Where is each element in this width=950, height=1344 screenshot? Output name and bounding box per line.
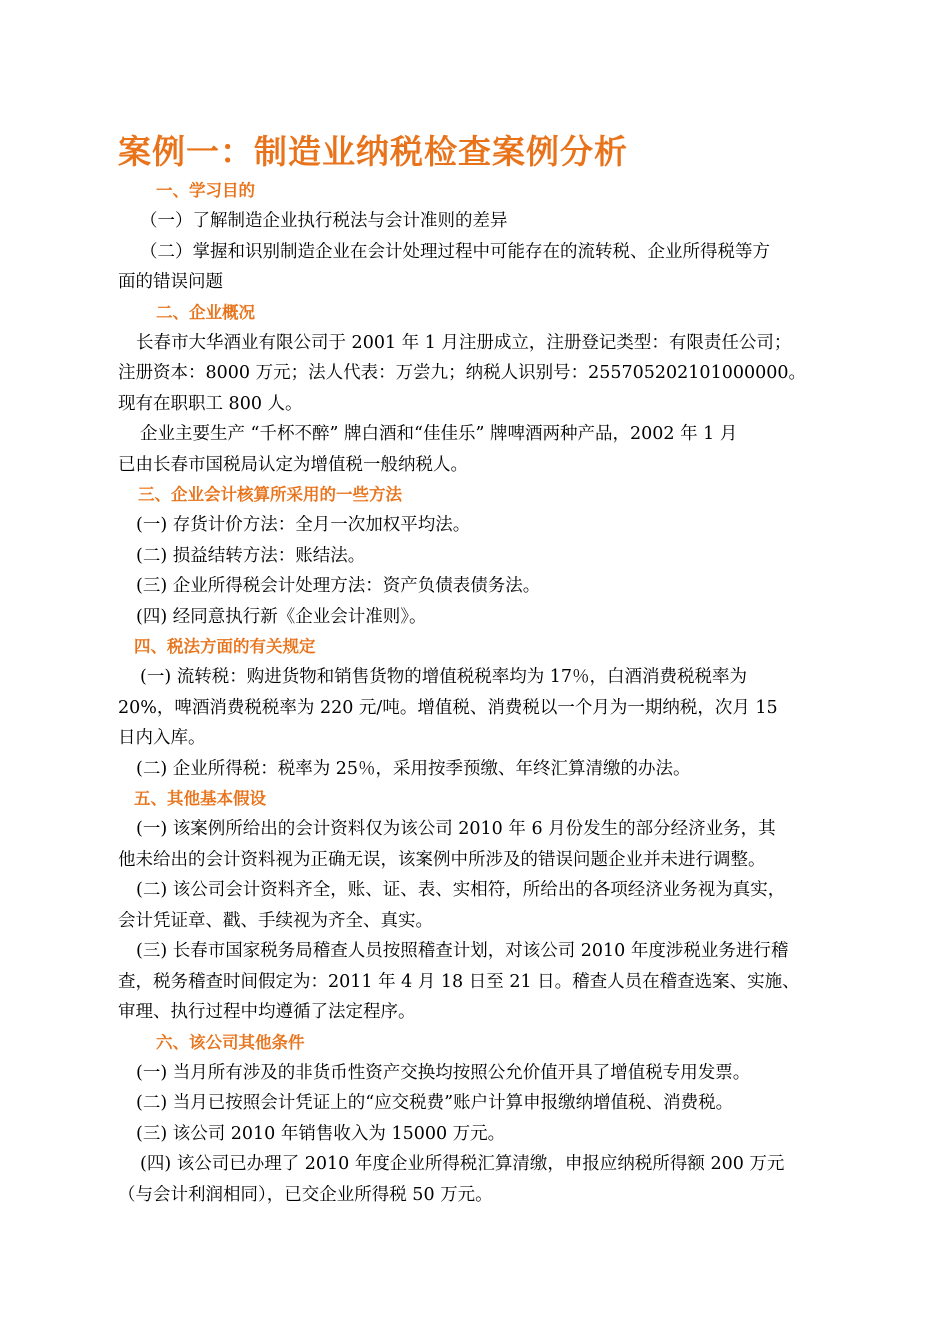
paragraph-line: 企业主要生产 “千杯不醉” 牌白酒和“佳佳乐” 牌啤酒两种产品，2002 年 1 月 bbox=[140, 424, 738, 444]
paragraph-line: 面的错误问题 bbox=[118, 272, 223, 292]
paragraph-line: (二) 企业所得税：税率为 25％，采用按季预缴、年终汇算清缴的办法。 bbox=[136, 758, 691, 779]
section-6-body bbox=[118, 1058, 838, 1211]
paragraph-line: 查，税务稽查时间假定为：2011 年 4 月 18 日至 21 日。稽查人员在稽查选案、实施、 bbox=[118, 971, 800, 992]
section-2-heading: 二、企业概况 bbox=[156, 302, 255, 322]
section-1-body bbox=[118, 206, 838, 298]
section-5-heading: 五、其他基本假设 bbox=[134, 789, 266, 808]
paragraph-line: (二) 当月已按照会计凭证上的“应交税费”账户计算申报缴纳增值税、消费税。 bbox=[136, 1093, 734, 1113]
paragraph-line: 他未给出的会计资料视为正确无误，该案例中所涉及的错误问题企业并未进行调整。 bbox=[118, 849, 766, 870]
paragraph-line: (一) 流转税：购进货物和销售货物的增值税税率均为 17％，白酒消费税税率为 bbox=[140, 667, 748, 687]
paragraph-line: 注册资本：8000 万元；法人代表：万尝九；纳税人识别号：255705202101000000。 bbox=[118, 363, 807, 383]
section-4-body bbox=[118, 662, 838, 784]
section-5-body bbox=[118, 814, 838, 1028]
list-item: (一) 存货计价方法：全月一次加权平均法。 bbox=[136, 515, 471, 535]
paragraph-line: (二) 该公司会计资料齐全，账、证、表、实相符，所给出的各项经济业务视为真实， bbox=[136, 880, 786, 900]
section-6-heading: 六、该公司其他条件 bbox=[156, 1032, 305, 1052]
paragraph-line: 会计凭证章、戳、手续视为齐全、真实。 bbox=[118, 910, 433, 931]
section-1-heading: 一、学习目的 bbox=[156, 181, 255, 200]
paragraph-line: (三) 该公司 2010 年销售收入为 15000 万元。 bbox=[136, 1123, 506, 1144]
paragraph-line: 已由长春市国税局认定为增值税一般纳税人。 bbox=[118, 454, 468, 475]
paragraph-line: (一) 该案例所给出的会计资料仅为该公司 2010 年 6 月份发生的部分经济业务，其 bbox=[136, 819, 776, 839]
section-3-body bbox=[118, 510, 838, 632]
section-2-body bbox=[118, 328, 838, 481]
document-title: 案例一：制造业纳税检查案例分析 bbox=[118, 132, 628, 171]
list-item: (三) 企业所得税会计处理方法：资产负债表债务法。 bbox=[136, 576, 541, 596]
document-page bbox=[118, 128, 838, 1210]
paragraph-line: 审理、执行过程中均遵循了法定程序。 bbox=[118, 1002, 416, 1022]
paragraph-line: （二）掌握和识别制造企业在会计处理过程中可能存在的流转税、企业所得税等方 bbox=[140, 241, 770, 262]
section-3-heading: 三、企业会计核算所采用的一些方法 bbox=[138, 485, 402, 504]
section-4-heading: 四、税法方面的有关规定 bbox=[134, 637, 316, 656]
paragraph-line: 现有在职职工 800 人。 bbox=[118, 393, 303, 414]
paragraph-line: （一）了解制造企业执行税法与会计准则的差异 bbox=[140, 211, 508, 231]
list-item: (二) 损益结转方法：账结法。 bbox=[136, 545, 366, 566]
paragraph-line: 长春市大华酒业有限公司于 2001 年 1 月注册成立，注册登记类型：有限责任公司； bbox=[136, 332, 792, 353]
paragraph-line: （与会计利润相同），已交企业所得税 50 万元。 bbox=[118, 1184, 493, 1205]
paragraph-line: 日内入库。 bbox=[118, 728, 206, 748]
list-item: (四) 经同意执行新《企业会计准则》。 bbox=[136, 606, 427, 627]
paragraph-line: 20%，啤酒消费税税率为 220 元/吨。增值税、消费税以一个月为一期纳税，次月 15 bbox=[118, 697, 778, 718]
paragraph-line: (三) 长春市国家税务局稽查人员按照稽查计划，对该公司 2010 年度涉税业务进行稽 bbox=[136, 941, 789, 961]
paragraph-line: (一) 当月所有涉及的非货币性资产交换均按照公允价值开具了增值税专用发票。 bbox=[136, 1062, 751, 1083]
paragraph-line: (四) 该公司已办理了 2010 年度企业所得税汇算清缴，申报应纳税所得额 200 万元 bbox=[140, 1154, 785, 1174]
